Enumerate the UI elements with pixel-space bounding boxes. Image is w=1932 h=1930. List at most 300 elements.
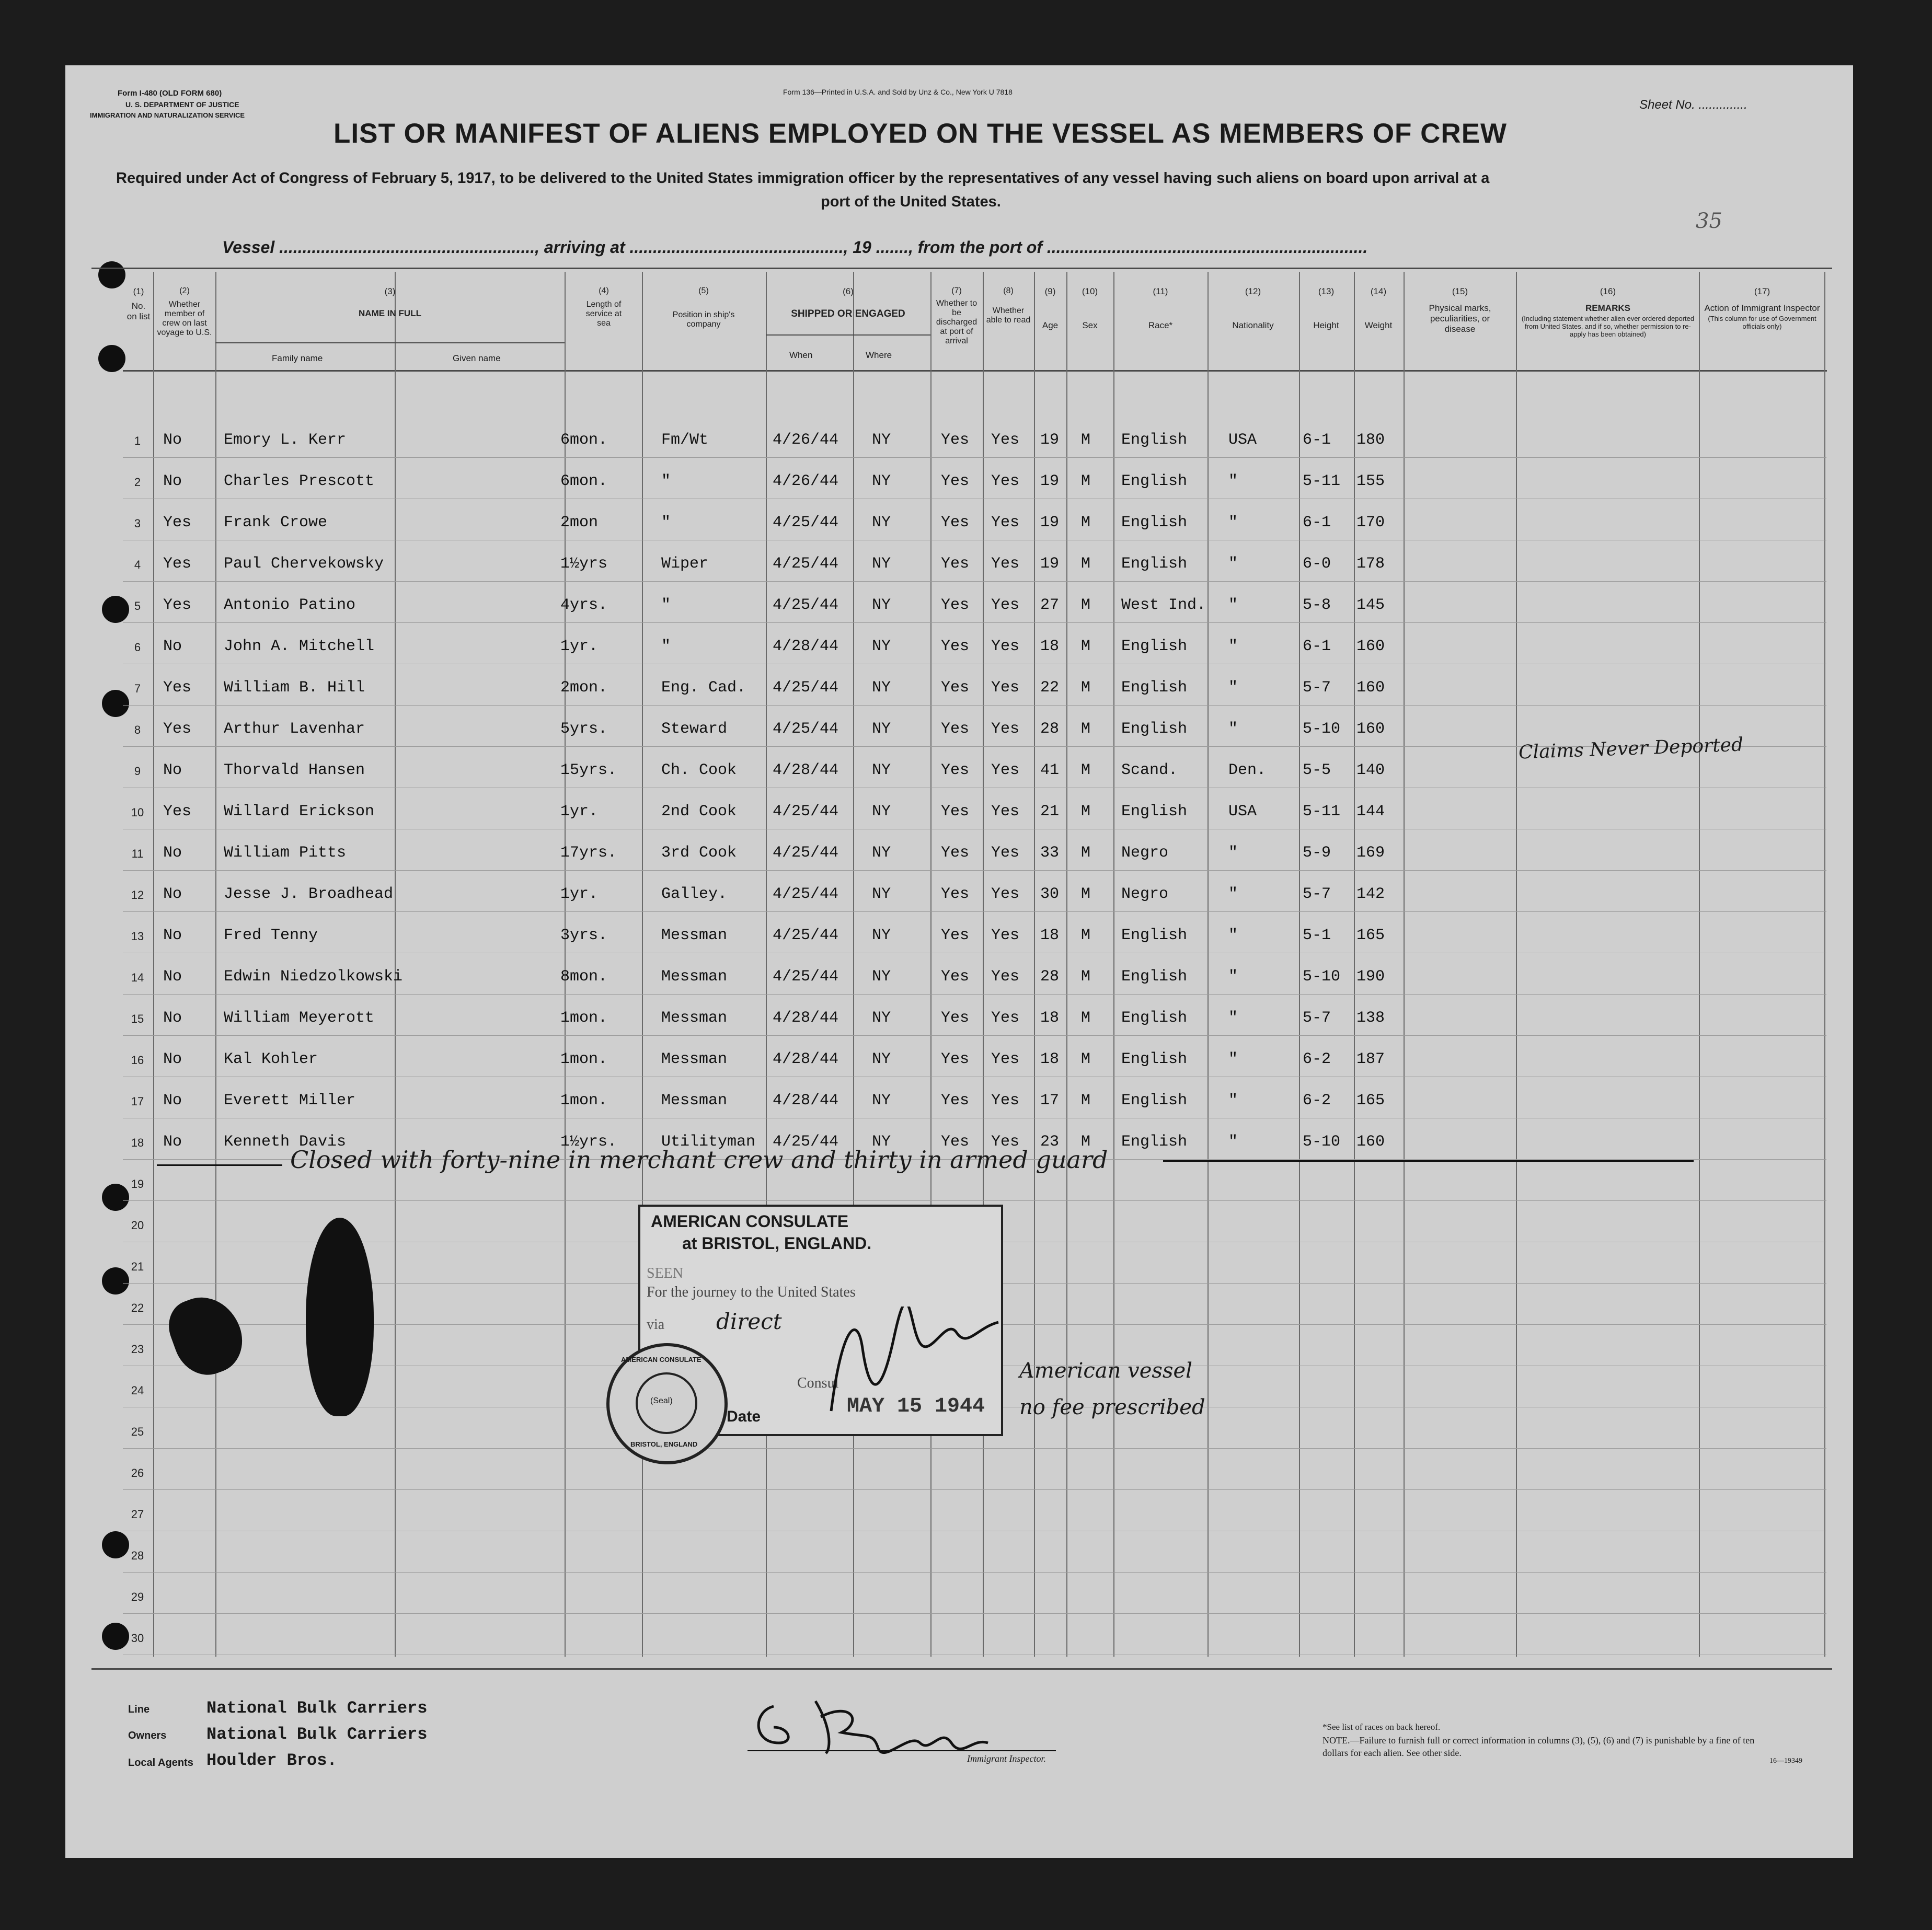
footer-top-rule bbox=[91, 1668, 1832, 1670]
crew-name-cell: Frank Crowe bbox=[224, 514, 328, 531]
column-divider bbox=[1354, 272, 1355, 1657]
crew-discharge-cell: Yes bbox=[941, 431, 970, 449]
row-rule bbox=[123, 1613, 1826, 1614]
crew-position-cell: 2nd Cook bbox=[661, 803, 737, 820]
crew-prior-cell: Yes bbox=[163, 514, 192, 531]
stamp-seen: SEEN bbox=[647, 1265, 683, 1281]
crew-name-cell: William Pitts bbox=[224, 844, 347, 862]
crew-race-cell: Negro bbox=[1121, 844, 1169, 862]
crew-discharge-cell: Yes bbox=[941, 720, 970, 738]
crew-name-cell: Charles Prescott bbox=[224, 472, 375, 490]
row-rule bbox=[123, 581, 1826, 582]
crew-race-cell: English bbox=[1121, 1050, 1188, 1068]
crew-when-cell: 4/28/44 bbox=[773, 1009, 839, 1027]
crew-discharge-cell: Yes bbox=[941, 596, 970, 614]
crew-sex-cell: M bbox=[1081, 885, 1091, 903]
col-7-header: (7) Whether to be discharged at port of arrival bbox=[936, 286, 978, 345]
crew-where-cell: NY bbox=[872, 1009, 891, 1027]
crew-height-cell: 6-0 bbox=[1303, 555, 1331, 573]
row-number: 23 bbox=[131, 1343, 144, 1356]
row-number: 19 bbox=[131, 1177, 144, 1191]
crew-read-cell: Yes bbox=[991, 596, 1020, 614]
crew-service-cell: 2mon. bbox=[560, 679, 608, 697]
crew-name-cell: Kenneth Davis bbox=[224, 1133, 347, 1151]
crew-prior-cell: Yes bbox=[163, 803, 192, 820]
crew-name-cell: Jesse J. Broadhead bbox=[224, 885, 394, 903]
crew-nationality-cell: " bbox=[1228, 679, 1238, 697]
crew-service-cell: 6mon. bbox=[560, 472, 608, 490]
footer-note: NOTE.—Failure to furnish full or correct information in columns (3), (5), (6) and (7) is punishable by a fine of ten dollars for each alien. See other side. bbox=[1322, 1735, 1755, 1758]
department: U. S. DEPARTMENT OF JUSTICE bbox=[125, 100, 239, 109]
crew-sex-cell: M bbox=[1081, 472, 1091, 490]
crew-read-cell: Yes bbox=[991, 844, 1020, 862]
page-title: LIST OR MANIFEST OF ALIENS EMPLOYED ON THE VESSEL AS MEMBERS OF CREW bbox=[334, 118, 1508, 149]
crew-position-cell: Ch. Cook bbox=[661, 761, 737, 779]
crew-position-cell: " bbox=[661, 638, 671, 655]
row-number: 2 bbox=[134, 476, 141, 489]
crew-read-cell: Yes bbox=[991, 968, 1020, 986]
col-15-header: (15) Physical marks, peculiarities, or disease bbox=[1429, 286, 1491, 334]
shipped-subheader-rule bbox=[766, 334, 930, 336]
crew-weight-cell: 160 bbox=[1356, 679, 1385, 697]
closing-note: Closed with forty-nine in merchant crew and thirty in armed guard bbox=[290, 1146, 1108, 1174]
stamp-consul-label: Consul bbox=[797, 1375, 839, 1391]
footer-line-label: Line bbox=[128, 1704, 150, 1715]
stamp-line-2: at BRISTOL, ENGLAND. bbox=[682, 1234, 872, 1253]
crew-when-cell: 4/25/44 bbox=[773, 679, 839, 697]
crew-nationality-cell: USA bbox=[1228, 431, 1257, 449]
crew-name-cell: Willard Erickson bbox=[224, 803, 375, 820]
crew-read-cell: Yes bbox=[991, 720, 1020, 738]
crew-read-cell: Yes bbox=[991, 638, 1020, 655]
crew-race-cell: English bbox=[1121, 638, 1188, 655]
page-subtitle-2: port of the United States. bbox=[821, 193, 1001, 210]
crew-service-cell: 2mon bbox=[560, 514, 599, 531]
crew-height-cell: 5-9 bbox=[1303, 844, 1331, 862]
stamp-journey: For the journey to the United States bbox=[647, 1284, 856, 1300]
row-number: 18 bbox=[131, 1136, 144, 1149]
crew-when-cell: 4/25/44 bbox=[773, 803, 839, 820]
crew-name-cell: Everett Miller bbox=[224, 1092, 356, 1110]
crew-where-cell: NY bbox=[872, 803, 891, 820]
crew-age-cell: 41 bbox=[1040, 761, 1060, 779]
crew-read-cell: Yes bbox=[991, 1050, 1020, 1068]
crew-where-cell: NY bbox=[872, 844, 891, 862]
crew-height-cell: 5-10 bbox=[1303, 720, 1341, 738]
col-12-header: (12) Nationality bbox=[1232, 286, 1274, 330]
crew-read-cell: Yes bbox=[991, 431, 1020, 449]
crew-race-cell: English bbox=[1121, 472, 1188, 490]
crew-where-cell: NY bbox=[872, 514, 891, 531]
crew-position-cell: " bbox=[661, 596, 671, 614]
row-number: 22 bbox=[131, 1301, 144, 1314]
crew-race-cell: English bbox=[1121, 514, 1188, 531]
row-rule bbox=[123, 994, 1826, 995]
crew-race-cell: English bbox=[1121, 927, 1188, 944]
crew-discharge-cell: Yes bbox=[941, 927, 970, 944]
footer-race-note: *See list of races on back hereof. bbox=[1322, 1722, 1441, 1732]
column-divider bbox=[1699, 272, 1700, 1657]
footer-code: 16—19349 bbox=[1769, 1757, 1802, 1765]
crew-sex-cell: M bbox=[1081, 968, 1091, 986]
crew-read-cell: Yes bbox=[991, 679, 1020, 697]
stamp-via-value: direct bbox=[716, 1309, 782, 1334]
column-divider bbox=[215, 272, 216, 1657]
crew-nationality-cell: " bbox=[1228, 555, 1238, 573]
crew-where-cell: NY bbox=[872, 927, 891, 944]
crew-prior-cell: No bbox=[163, 761, 182, 779]
column-divider bbox=[1208, 272, 1209, 1657]
row-rule bbox=[123, 457, 1826, 458]
where-header: Where bbox=[866, 350, 892, 360]
crew-discharge-cell: Yes bbox=[941, 761, 970, 779]
column-divider bbox=[1516, 272, 1517, 1657]
crew-prior-cell: No bbox=[163, 1092, 182, 1110]
when-header: When bbox=[789, 350, 813, 360]
crew-prior-cell: No bbox=[163, 431, 182, 449]
col-17-header: (17) Action of Immigrant Inspector (This column for use of Government officials only) bbox=[1704, 286, 1820, 330]
row-number: 24 bbox=[131, 1384, 144, 1397]
crew-where-cell: NY bbox=[872, 679, 891, 697]
crew-name-cell: William Meyerott bbox=[224, 1009, 375, 1027]
row-number: 5 bbox=[134, 599, 141, 612]
column-divider bbox=[1113, 272, 1114, 1657]
crew-name-cell: William B. Hill bbox=[224, 679, 365, 697]
crew-name-cell: Kal Kohler bbox=[224, 1050, 318, 1068]
crew-age-cell: 30 bbox=[1040, 885, 1060, 903]
crew-age-cell: 27 bbox=[1040, 596, 1060, 614]
crew-service-cell: 6mon. bbox=[560, 431, 608, 449]
crew-service-cell: 5yrs. bbox=[560, 720, 608, 738]
crew-discharge-cell: Yes bbox=[941, 1009, 970, 1027]
crew-nationality-cell: " bbox=[1228, 844, 1238, 862]
crew-sex-cell: M bbox=[1081, 555, 1091, 573]
column-divider bbox=[395, 272, 396, 1657]
crew-service-cell: 1mon. bbox=[560, 1009, 608, 1027]
crew-service-cell: 15yrs. bbox=[560, 761, 617, 779]
crew-height-cell: 6-1 bbox=[1303, 514, 1331, 531]
form-number: Form I-480 (OLD FORM 680) bbox=[118, 89, 222, 98]
binder-hole bbox=[98, 261, 125, 288]
col-10-header: (10) Sex bbox=[1082, 286, 1098, 330]
crew-sex-cell: M bbox=[1081, 927, 1091, 944]
row-number: 3 bbox=[134, 517, 141, 530]
crew-when-cell: 4/25/44 bbox=[773, 844, 839, 862]
row-rule bbox=[123, 1572, 1826, 1573]
row-number: 26 bbox=[131, 1466, 144, 1480]
col-6-header: (6) SHIPPED OR ENGAGED bbox=[791, 286, 905, 319]
crew-where-cell: NY bbox=[872, 472, 891, 490]
crew-name-cell: Paul Chervekowsky bbox=[224, 555, 384, 573]
crew-where-cell: NY bbox=[872, 596, 891, 614]
column-divider bbox=[1299, 272, 1300, 1657]
crew-height-cell: 5-8 bbox=[1303, 596, 1331, 614]
crew-race-cell: English bbox=[1121, 1133, 1188, 1151]
footer-owners-label: Owners bbox=[128, 1730, 167, 1741]
seal-top-text: AMERICAN CONSULATE bbox=[621, 1356, 702, 1363]
crew-sex-cell: M bbox=[1081, 1133, 1091, 1151]
col-9-header: (9) Age bbox=[1042, 286, 1059, 330]
crew-service-cell: 1mon. bbox=[560, 1050, 608, 1068]
column-divider bbox=[853, 272, 854, 1657]
crew-prior-cell: Yes bbox=[163, 555, 192, 573]
crew-prior-cell: Yes bbox=[163, 679, 192, 697]
crew-weight-cell: 140 bbox=[1356, 761, 1385, 779]
crew-race-cell: English bbox=[1121, 679, 1188, 697]
crew-when-cell: 4/25/44 bbox=[773, 885, 839, 903]
crew-height-cell: 6-2 bbox=[1303, 1050, 1331, 1068]
crew-read-cell: Yes bbox=[991, 1092, 1020, 1110]
crew-age-cell: 18 bbox=[1040, 1009, 1060, 1027]
row-number: 8 bbox=[134, 723, 141, 736]
row-rule bbox=[123, 870, 1826, 871]
crew-nationality-cell: " bbox=[1228, 927, 1238, 944]
note-no-fee: no fee prescribed bbox=[1019, 1395, 1205, 1419]
crew-prior-cell: No bbox=[163, 638, 182, 655]
col-1-header: (1) No. on list bbox=[126, 286, 151, 321]
crew-position-cell: Wiper bbox=[661, 555, 709, 573]
crew-prior-cell: Yes bbox=[163, 596, 192, 614]
crew-where-cell: NY bbox=[872, 1092, 891, 1110]
crew-race-cell: English bbox=[1121, 1009, 1188, 1027]
crew-position-cell: Galley. bbox=[661, 885, 728, 903]
crew-where-cell: NY bbox=[872, 1050, 891, 1068]
stamp-date-value: MAY 15 1944 bbox=[847, 1395, 985, 1418]
crew-read-cell: Yes bbox=[991, 927, 1020, 944]
printer-line: Form 136—Printed in U.S.A. and Sold by Unz & Co., New York U 7818 bbox=[783, 88, 1013, 96]
row-number: 30 bbox=[131, 1632, 144, 1645]
closing-line-right bbox=[1163, 1160, 1694, 1162]
row-rule bbox=[123, 1200, 1826, 1201]
crew-discharge-cell: Yes bbox=[941, 968, 970, 986]
stamp-line-1: AMERICAN CONSULATE bbox=[651, 1212, 849, 1231]
crew-height-cell: 5-5 bbox=[1303, 761, 1331, 779]
given-name-header: Given name bbox=[453, 353, 501, 363]
crew-weight-cell: 178 bbox=[1356, 555, 1385, 573]
crew-weight-cell: 142 bbox=[1356, 885, 1385, 903]
crew-when-cell: 4/25/44 bbox=[773, 927, 839, 944]
crew-where-cell: NY bbox=[872, 761, 891, 779]
crew-weight-cell: 180 bbox=[1356, 431, 1385, 449]
crew-when-cell: 4/28/44 bbox=[773, 1050, 839, 1068]
column-divider bbox=[1066, 272, 1067, 1657]
row-rule bbox=[123, 911, 1826, 912]
crew-read-cell: Yes bbox=[991, 803, 1020, 820]
crew-height-cell: 5-10 bbox=[1303, 968, 1341, 986]
crew-weight-cell: 170 bbox=[1356, 514, 1385, 531]
row-number: 7 bbox=[134, 682, 141, 695]
consulate-seal bbox=[606, 1343, 728, 1464]
crew-prior-cell: Yes bbox=[163, 720, 192, 738]
crew-prior-cell: No bbox=[163, 885, 182, 903]
crew-sex-cell: M bbox=[1081, 1092, 1091, 1110]
crew-sex-cell: M bbox=[1081, 638, 1091, 655]
crew-service-cell: 1mon. bbox=[560, 1092, 608, 1110]
crew-sex-cell: M bbox=[1081, 803, 1091, 820]
crew-height-cell: 5-11 bbox=[1303, 472, 1341, 490]
crew-read-cell: Yes bbox=[991, 1133, 1020, 1151]
consul-signature bbox=[821, 1307, 1009, 1422]
crew-age-cell: 18 bbox=[1040, 638, 1060, 655]
crew-when-cell: 4/25/44 bbox=[773, 1133, 839, 1151]
row-number: 14 bbox=[131, 971, 144, 984]
footer-line-value: National Bulk Carriers bbox=[206, 1698, 428, 1718]
crew-read-cell: Yes bbox=[991, 555, 1020, 573]
crew-prior-cell: No bbox=[163, 1133, 182, 1151]
crew-weight-cell: 155 bbox=[1356, 472, 1385, 490]
crew-nationality-cell: " bbox=[1228, 968, 1238, 986]
crew-race-cell: English bbox=[1121, 431, 1188, 449]
crew-sex-cell: M bbox=[1081, 1050, 1091, 1068]
crew-position-cell: Messman bbox=[661, 1009, 728, 1027]
crew-sex-cell: M bbox=[1081, 431, 1091, 449]
crew-prior-cell: No bbox=[163, 927, 182, 944]
crew-service-cell: 1½yrs bbox=[560, 555, 608, 573]
row-rule bbox=[123, 1448, 1826, 1449]
crew-race-cell: West Ind. bbox=[1121, 596, 1206, 614]
crew-weight-cell: 165 bbox=[1356, 927, 1385, 944]
crew-position-cell: 3rd Cook bbox=[661, 844, 737, 862]
page-subtitle: Required under Act of Congress of February 5, 1917, to be delivered to the United States immigration officer by the representatives of any vessel having such aliens on board upon arrival at a bbox=[116, 170, 1490, 187]
col-3-header: (3) NAME IN FULL bbox=[359, 286, 421, 318]
crew-name-cell: John A. Mitchell bbox=[224, 638, 375, 655]
col-4-header: (4) Length of service at sea bbox=[585, 286, 622, 328]
column-divider bbox=[983, 272, 984, 1657]
crew-when-cell: 4/25/44 bbox=[773, 720, 839, 738]
col-8-header: (8) Whether able to read bbox=[986, 286, 1031, 325]
crew-age-cell: 19 bbox=[1040, 555, 1060, 573]
crew-position-cell: Utilityman bbox=[661, 1133, 756, 1151]
crew-position-cell: " bbox=[661, 514, 671, 531]
crew-read-cell: Yes bbox=[991, 885, 1020, 903]
crew-when-cell: 4/25/44 bbox=[773, 514, 839, 531]
crew-discharge-cell: Yes bbox=[941, 514, 970, 531]
crew-when-cell: 4/28/44 bbox=[773, 1092, 839, 1110]
crew-sex-cell: M bbox=[1081, 720, 1091, 738]
crew-name-cell: Fred Tenny bbox=[224, 927, 318, 944]
crew-where-cell: NY bbox=[872, 968, 891, 986]
crew-position-cell: Eng. Cad. bbox=[661, 679, 746, 697]
crew-position-cell: " bbox=[661, 472, 671, 490]
crew-service-cell: 1yr. bbox=[560, 638, 599, 655]
row-number: 9 bbox=[134, 765, 141, 778]
crew-weight-cell: 165 bbox=[1356, 1092, 1385, 1110]
crew-service-cell: 4yrs. bbox=[560, 596, 608, 614]
crew-weight-cell: 138 bbox=[1356, 1009, 1385, 1027]
table-top-rule bbox=[91, 268, 1832, 269]
row-rule bbox=[123, 622, 1826, 623]
crew-weight-cell: 160 bbox=[1356, 720, 1385, 738]
footer-agents-label: Local Agents bbox=[128, 1757, 193, 1769]
crew-height-cell: 5-7 bbox=[1303, 679, 1331, 697]
crew-nationality-cell: " bbox=[1228, 596, 1238, 614]
row-number: 28 bbox=[131, 1549, 144, 1562]
crew-height-cell: 5-1 bbox=[1303, 927, 1331, 944]
row-number: 17 bbox=[131, 1095, 144, 1108]
seal-bottom-text: BRISTOL, ENGLAND bbox=[630, 1440, 698, 1448]
crew-age-cell: 21 bbox=[1040, 803, 1060, 820]
row-number: 11 bbox=[131, 847, 144, 860]
crew-when-cell: 4/26/44 bbox=[773, 472, 839, 490]
service-name: IMMIGRATION AND NATURALIZATION SERVICE bbox=[90, 111, 245, 119]
crew-race-cell: English bbox=[1121, 555, 1188, 573]
crew-age-cell: 19 bbox=[1040, 514, 1060, 531]
crew-service-cell: 1yr. bbox=[560, 885, 599, 903]
crew-age-cell: 28 bbox=[1040, 720, 1060, 738]
crew-nationality-cell: " bbox=[1228, 720, 1238, 738]
crew-age-cell: 17 bbox=[1040, 1092, 1060, 1110]
row-number: 12 bbox=[131, 888, 144, 902]
crew-age-cell: 23 bbox=[1040, 1133, 1060, 1151]
crew-when-cell: 4/26/44 bbox=[773, 431, 839, 449]
crew-when-cell: 4/25/44 bbox=[773, 596, 839, 614]
crew-height-cell: 6-2 bbox=[1303, 1092, 1331, 1110]
crew-service-cell: 17yrs. bbox=[560, 844, 617, 862]
crew-when-cell: 4/25/44 bbox=[773, 968, 839, 986]
crew-height-cell: 6-1 bbox=[1303, 431, 1331, 449]
crew-where-cell: NY bbox=[872, 638, 891, 655]
row-number: 21 bbox=[131, 1260, 144, 1273]
crew-weight-cell: 169 bbox=[1356, 844, 1385, 862]
stamp-date-label: Date bbox=[727, 1408, 761, 1425]
col-5-header: (5) Position in ship's company bbox=[672, 286, 735, 329]
footer-inspector-label: Immigrant Inspector. bbox=[967, 1753, 1046, 1764]
column-divider bbox=[930, 272, 932, 1657]
crew-race-cell: English bbox=[1121, 1092, 1188, 1110]
stamp-via-label: via bbox=[647, 1316, 665, 1333]
crew-prior-cell: No bbox=[163, 968, 182, 986]
row-number: 20 bbox=[131, 1219, 144, 1232]
page-mark: 35 bbox=[1696, 209, 1722, 233]
row-number: 16 bbox=[131, 1054, 144, 1067]
col-14-header: (14) Weight bbox=[1364, 286, 1393, 330]
crew-age-cell: 18 bbox=[1040, 1050, 1060, 1068]
crew-nationality-cell: " bbox=[1228, 1092, 1238, 1110]
note-american-vessel: American vessel bbox=[1019, 1359, 1192, 1383]
crew-discharge-cell: Yes bbox=[941, 803, 970, 820]
crew-height-cell: 6-1 bbox=[1303, 638, 1331, 655]
crew-name-cell: Thorvald Hansen bbox=[224, 761, 365, 779]
crew-discharge-cell: Yes bbox=[941, 885, 970, 903]
crew-discharge-cell: Yes bbox=[941, 844, 970, 862]
crew-discharge-cell: Yes bbox=[941, 638, 970, 655]
crew-where-cell: NY bbox=[872, 431, 891, 449]
crew-when-cell: 4/28/44 bbox=[773, 638, 839, 655]
crew-weight-cell: 190 bbox=[1356, 968, 1385, 986]
crew-service-cell: 1yr. bbox=[560, 803, 599, 820]
crew-name-cell: Emory L. Kerr bbox=[224, 431, 347, 449]
crew-height-cell: 5-7 bbox=[1303, 885, 1331, 903]
crew-service-cell: 1½yrs. bbox=[560, 1133, 617, 1151]
crew-age-cell: 22 bbox=[1040, 679, 1060, 697]
crew-nationality-cell: " bbox=[1228, 514, 1238, 531]
crew-race-cell: English bbox=[1121, 720, 1188, 738]
row-number: 10 bbox=[131, 806, 144, 819]
crew-age-cell: 33 bbox=[1040, 844, 1060, 862]
crew-position-cell: Messman bbox=[661, 927, 728, 944]
crew-sex-cell: M bbox=[1081, 761, 1091, 779]
crew-race-cell: English bbox=[1121, 968, 1188, 986]
vessel-line: Vessel ......................................................., arriving at .............................................., 19 ......., from the port of ..................................................................... bbox=[222, 238, 1368, 257]
crew-sex-cell: M bbox=[1081, 679, 1091, 697]
row-number: 29 bbox=[131, 1590, 144, 1603]
crew-nationality-cell: " bbox=[1228, 885, 1238, 903]
header-bottom-rule bbox=[123, 370, 1827, 372]
crew-position-cell: Messman bbox=[661, 968, 728, 986]
column-divider bbox=[1824, 272, 1825, 1657]
crew-read-cell: Yes bbox=[991, 472, 1020, 490]
crew-where-cell: NY bbox=[872, 1133, 891, 1151]
